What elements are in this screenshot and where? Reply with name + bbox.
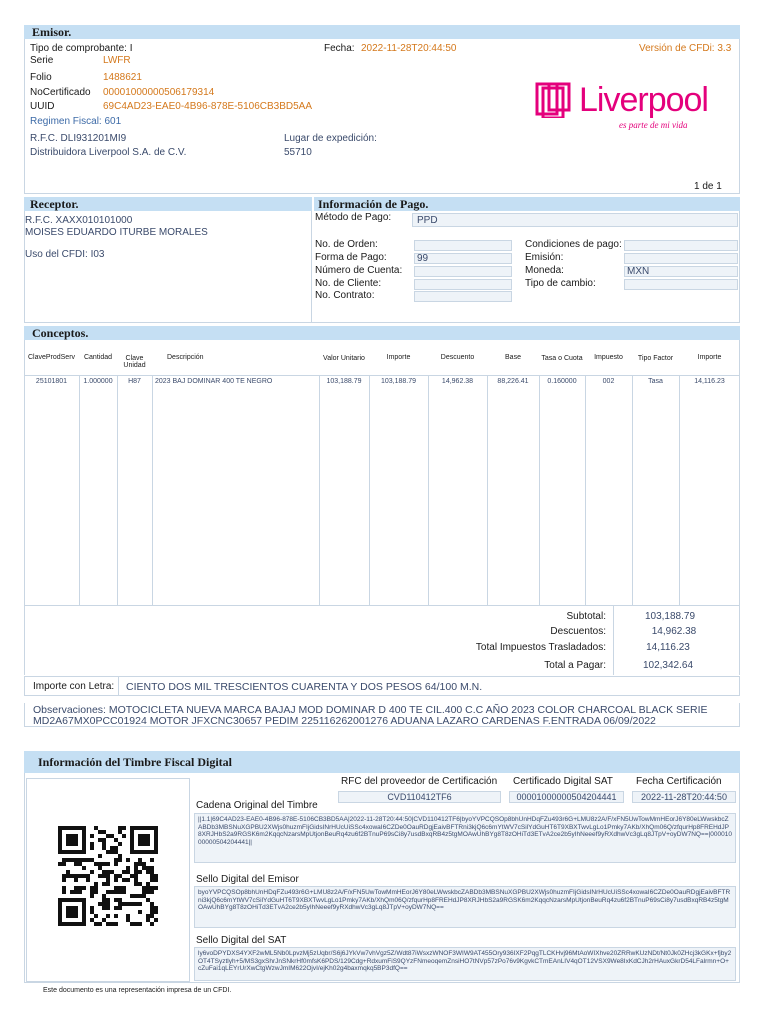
col-divider xyxy=(428,376,429,606)
lugar-expedicion-label: Lugar de expedición: xyxy=(284,133,377,144)
pago-header: Información de Pago. xyxy=(314,197,740,211)
cell-tasa-cuota: 0.160000 xyxy=(547,378,577,385)
total-value: 102,342.64 xyxy=(642,660,694,671)
sello-emisor-label: Sello Digital del Emisor xyxy=(196,874,299,885)
uuid-label: UUID xyxy=(30,101,55,112)
col-divider xyxy=(152,376,153,606)
serie-label: Serie xyxy=(30,55,54,66)
contrato-label: No. Contrato: xyxy=(315,290,375,301)
fecha-cert-value: 2022-11-28T20:44:50 xyxy=(641,792,727,802)
emisor-rfc: R.F.C. DLI931201MI9 xyxy=(30,133,127,144)
subtotal-label: Subtotal: xyxy=(566,611,606,622)
col-header-importe: Importe xyxy=(386,354,411,361)
sello-emisor: byoYVPCQSOp8bhUnHDqFZu493r6G+LMU8z2A/F/xFN5UwTowMmHEorJ6Y80eLWwskbcZABDb3MBSNuXGPBU2XWjs0huzmFIjGidsINrHUcUiSSc4xowaI6CZDe0OauRDgjEaivBFTRni3kjQ6c6mYtWV7cSilYdGuHT6T9XBXTwvLgLo1Pmky7AKb/XhQm06Q/zfqurHp8FREHdJP8XRJHbS2a9RGSK6m2KqqcNzarsMpUtjonBeuRq4zu6f2BTnuP69sCi8y7usdBxqRB4z5tgMOAwUhBYg8T8zOHiTd3ETvA2ce2b5yIhNeeef9yRXdhwVc3gLq8JTpV+oyDW7NQ== xyxy=(194,886,736,928)
cell-cantidad: 1.000000 xyxy=(83,378,113,385)
cliente-label: No. de Cliente: xyxy=(315,278,382,289)
metodo-pago-field xyxy=(412,213,738,227)
col-header-impuesto: Impuesto xyxy=(594,354,623,361)
cell-base: 88,226.41 xyxy=(497,378,529,385)
orden-field xyxy=(414,240,512,251)
col-divider xyxy=(79,376,80,606)
folio-value: 1488621 xyxy=(103,72,142,83)
cuenta-label: Número de Cuenta: xyxy=(315,265,403,276)
cadena-original: ||1.1|69C4AD23-EAE0-4B96-878E-5106CB3BD5AA|2022-11-28T20:44:50|CVD110412TF6|byoYVPCQSOp8bhUnHDqFZu493r6G+LMU8z2A/F/xFN5UwTowMmHEorJ6Y80eLWwskbcZABDb3MBSNuXGPBU2XWjs0huzmFIjGidsINrHUcUiSSc4xowaI6CZDe0OauRDgjEaivBFTRni3kjQ6c6mYtWV7cSilYdGuHT6T9XBXTwvLgLo1Pmky7AKb/XhQm06Q/zfqurHp8FREHdJP8XRJHbS2a9RGSK6m2KqqcNzarsMpUtjonBeuRq4zu6f2BTnuP69sCi8y7usdBxqRB4z5tgMOAwUhBYg8T8zOHiTd3ETvA2ce2b5yIhNeeef9yRXdhwVc3gLq8JTpV+oyDW7NQ==|00001000000504204441|| xyxy=(194,813,736,863)
col-header-valor-unitario: Valor Unitario xyxy=(323,355,365,362)
col-header-clave-prod-serv: ClaveProdServ xyxy=(27,354,76,361)
liverpool-logo-icon xyxy=(535,82,577,118)
col-header-descripcion: Descripción xyxy=(167,354,204,361)
emisor-header: Emisor. xyxy=(24,25,740,39)
col-divider xyxy=(369,376,370,606)
cell-importe: 103,188.79 xyxy=(380,378,417,385)
condiciones-label: Condiciones de pago: xyxy=(525,239,622,250)
cell-descripcion: 2023 BAJ DOMINAR 400 TE NEGRO xyxy=(155,378,273,385)
descuentos-value: 14,962.38 xyxy=(651,626,697,637)
cliente-field xyxy=(414,279,512,290)
cell-impuesto: 002 xyxy=(602,378,615,385)
cell-importe-traslado: 14,116.23 xyxy=(694,378,725,385)
serie-value: LWFR xyxy=(103,55,131,66)
cadena-label: Cadena Original del Timbre xyxy=(196,800,318,811)
sello-sat: ly6voDPYDXS4YXF2wML5Nb0LpvzMj5zUqbr/S6j6JYkVw7vhVgz5Z/Wdt87iWsxzWNOF3WIW9AT455Ory936IXF2PqgTLCKHvj96MtAoWIXhve20ZRRwKUzNDt/Nt0Jk0ZHcj3kGKx+fjby2OT4TSyztlyh+5/MS3gxShrJnSNkrHf0mfsK6PDS/129Cdg+RdxumFiS9QYzFNmeoqemZnsiHO7tNVp57zPo76v9KgvkCTmEAnLIV4qOT12VSX9We8IxKdCJh2rHAuxGkrD54LFalrmn+O+cZuFai1qLEYrUrXwCtgWzwJmIM622OjvI/ejKh02g4baxmqkq5BP3dfQ== xyxy=(194,947,736,981)
page-counter: 1 de 1 xyxy=(694,181,722,192)
receptor-rfc: R.F.C. XAXX010101000 xyxy=(25,215,133,226)
folio-label: Folio xyxy=(30,72,52,83)
moneda-value: MXN xyxy=(627,266,650,277)
forma-pago-field xyxy=(414,253,512,264)
logo-wordmark: Liverpool xyxy=(579,81,708,119)
importe-letra-value: CIENTO DOS MIL TRESCIENTOS CUARENTA Y DOS PESOS 64/100 M.N. xyxy=(126,681,483,693)
orden-label: No. de Orden: xyxy=(315,239,378,250)
receptor-header: Receptor. xyxy=(24,197,312,211)
rfc-proveedor-label: RFC del proveedor de Certificación xyxy=(341,776,498,787)
col-header-cantidad: Cantidad xyxy=(83,354,113,361)
qr-code xyxy=(58,826,158,926)
col-header-base: Base xyxy=(505,354,521,361)
col-divider xyxy=(117,376,118,606)
tipo-cambio-label: Tipo de cambio: xyxy=(525,278,596,289)
fecha-value: 2022-11-28T20:44:50 xyxy=(361,43,457,54)
fecha-cert-field xyxy=(632,791,736,803)
regimen-fiscal: Regimen Fiscal: 601 xyxy=(30,116,122,127)
cert-sat-field xyxy=(509,791,624,803)
totales-divider xyxy=(613,606,614,675)
col-header-tipo-factor: Tipo Factor xyxy=(637,355,674,362)
col-divider xyxy=(679,376,680,606)
uso-cfdi: Uso del CFDI: I03 xyxy=(25,249,105,260)
footer-note: Este documento es una representación impresa de un CFDI. xyxy=(43,987,232,994)
col-header-descuento: Descuento xyxy=(440,354,475,361)
importe-letra-divider xyxy=(118,676,119,696)
nocert-value: 00001000000506179314 xyxy=(103,87,215,98)
col-divider xyxy=(487,376,488,606)
fecha-label: Fecha: xyxy=(324,43,355,54)
cert-sat-value: 00001000000504204441 xyxy=(516,792,617,802)
moneda-label: Moneda: xyxy=(525,265,564,276)
subtotal-value: 103,188.79 xyxy=(644,611,696,622)
col-header-tasa-cuota: Tasa o Cuota xyxy=(541,355,583,362)
descuentos-label: Descuentos: xyxy=(550,626,606,637)
conceptos-header: Conceptos. xyxy=(24,326,740,340)
moneda-field xyxy=(624,266,738,277)
sello-sat-label: Sello Digital del SAT xyxy=(196,935,287,946)
col-divider xyxy=(585,376,586,606)
lugar-expedicion-value: 55710 xyxy=(284,147,312,158)
observaciones: Observaciones: MOTOCICLETA NUEVA MARCA BAJAJ MOD DOMINAR D 400 TE CIL.400 C.C AÑO 2023 COLOR CHARCOAL BLACK SERIE MD2A67MX0PCC01924 MOTOR JFXCNC30657 PEDIM 225116262001276 ADUANA LAZARO CARDENAS F.ENTRADA 06/09/2022 xyxy=(24,703,740,727)
col-header-clave-unidad: Clave Unidad xyxy=(123,355,146,369)
col-divider xyxy=(632,376,633,606)
liverpool-logo xyxy=(535,80,740,140)
emisor-razon-social: Distribuidora Liverpool S.A. de C.V. xyxy=(30,147,187,158)
contrato-field xyxy=(414,291,512,302)
metodo-pago-label: Método de Pago: xyxy=(315,212,392,223)
uuid-value: 69C4AD23-EAE0-4B96-878E-5106CB3BD5AA xyxy=(103,101,313,112)
nocert-label: NoCertificado xyxy=(30,87,91,98)
cert-sat-label: Certificado Digital SAT xyxy=(513,776,613,787)
col-divider xyxy=(539,376,540,606)
col-divider xyxy=(319,376,320,606)
fecha-cert-label: Fecha Certificación xyxy=(636,776,722,787)
total-label: Total a Pagar: xyxy=(544,660,606,671)
importe-letra-label: Importe con Letra: xyxy=(33,681,115,692)
col-header-importe-traslado: Importe xyxy=(697,354,722,361)
version-cfdi: Versión de CFDi: 3.3 xyxy=(639,43,732,54)
rfc-proveedor-field xyxy=(338,791,501,803)
forma-pago-label: Forma de Pago: xyxy=(315,252,387,263)
receptor-nombre: MOISES EDUARDO ITURBE MORALES xyxy=(25,227,208,238)
impuestos-label: Total Impuestos Trasladados: xyxy=(475,642,606,653)
tipo-cambio-field xyxy=(624,279,738,290)
impuestos-value: 14,116.23 xyxy=(646,642,690,653)
emision-field xyxy=(624,253,738,264)
rfc-proveedor-value: CVD110412TF6 xyxy=(387,792,452,802)
cell-clave-prod-serv: 25101801 xyxy=(35,378,68,385)
cell-descuento: 14,962.38 xyxy=(441,378,474,385)
forma-pago-value: 99 xyxy=(417,253,429,264)
cell-valor-unitario: 103,188.79 xyxy=(326,378,362,385)
condiciones-field xyxy=(624,240,738,251)
tipo-comprobante: Tipo de comprobante: I xyxy=(30,43,133,54)
cell-clave-unidad: H87 xyxy=(128,378,141,385)
logo-tagline: es parte de mi vida xyxy=(619,120,688,130)
cuenta-field xyxy=(414,266,512,277)
metodo-pago-value: PPD xyxy=(417,215,438,226)
cell-tipo-factor: Tasa xyxy=(648,378,663,385)
timbre-header: Información del Timbre Fiscal Digital xyxy=(24,751,740,773)
emision-label: Emisión: xyxy=(525,252,564,263)
